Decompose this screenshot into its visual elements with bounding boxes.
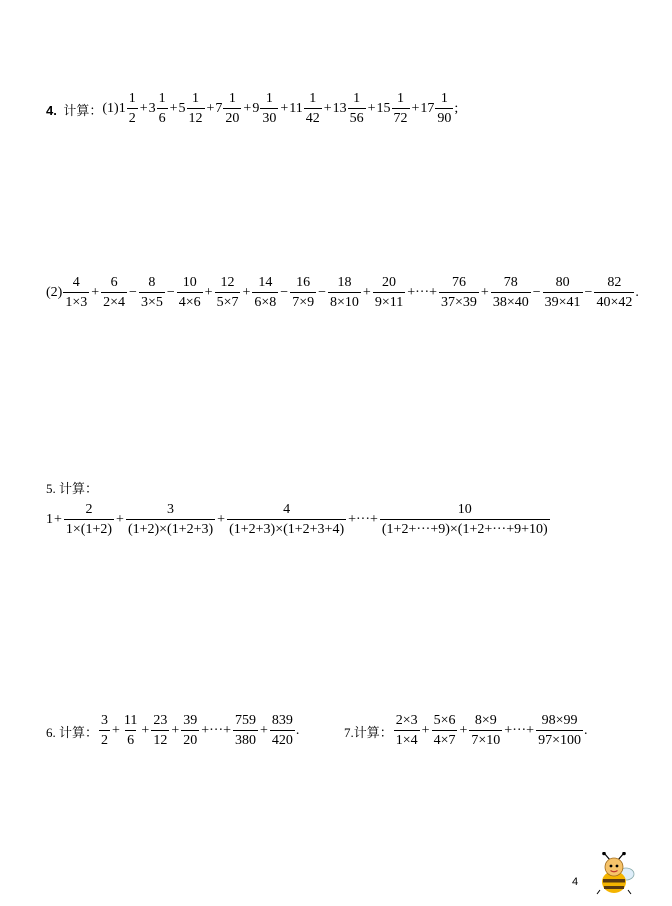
denominator: 38×40 — [491, 292, 531, 310]
denominator: 6 — [157, 108, 168, 126]
denominator: (1+2+···+9)×(1+2+···+9+10) — [380, 519, 550, 537]
fraction — [157, 92, 168, 126]
operator: − — [280, 285, 289, 300]
fraction — [392, 92, 410, 126]
denominator: 42 — [304, 108, 322, 126]
numerator: 3 — [101, 713, 109, 728]
problem-5-label: 5. 计算： — [46, 481, 99, 496]
fraction — [252, 276, 278, 310]
denominator: 20 — [181, 730, 199, 748]
denominator: 40×42 — [594, 292, 634, 310]
whole-number: 3 — [148, 101, 156, 116]
operator: + — [243, 101, 252, 116]
problem-4-label: 4. 计算： — [46, 102, 103, 118]
operator: − — [584, 285, 593, 300]
operator: + — [260, 723, 268, 738]
fraction — [233, 714, 258, 748]
denominator: 4×7 — [432, 730, 458, 748]
numerator: 10 — [457, 502, 472, 517]
denominator: 8×10 — [328, 292, 361, 310]
numerator: 16 — [296, 275, 311, 290]
operator: + — [112, 723, 120, 738]
operator: + — [217, 512, 226, 527]
operator: + — [367, 101, 376, 116]
numerator: 2×3 — [395, 713, 418, 728]
numerator: 8×9 — [474, 713, 497, 728]
operator: + — [323, 101, 332, 116]
bee-mascot-icon — [594, 852, 636, 896]
part-label: (2) — [46, 285, 63, 300]
whole-number: 15 — [376, 101, 391, 116]
numerator: 82 — [607, 275, 622, 290]
operator: + — [280, 101, 289, 116]
denominator: 7×10 — [469, 730, 502, 748]
fraction — [348, 92, 366, 126]
problem-5-expression-row — [46, 503, 551, 537]
numerator: 20 — [382, 275, 397, 290]
operator: + — [139, 101, 148, 116]
fraction — [126, 503, 215, 537]
page-number: 4 — [572, 876, 579, 888]
fraction — [177, 276, 203, 310]
whole-number: 1 — [118, 101, 126, 116]
whole-number: 11 — [289, 101, 303, 116]
problem-4-part-1 — [46, 92, 458, 126]
fraction — [122, 714, 139, 748]
fraction — [394, 714, 420, 748]
problem-7 — [344, 714, 587, 748]
fraction — [181, 714, 199, 748]
operator: + — [459, 723, 468, 738]
operator: + — [206, 101, 215, 116]
denominator: 39×41 — [543, 292, 583, 310]
fraction — [187, 92, 205, 126]
numerator: 11 — [123, 713, 138, 728]
operator: − — [532, 285, 541, 300]
numerator: 76 — [451, 275, 466, 290]
denominator: 7×9 — [290, 292, 316, 310]
operator: + — [116, 512, 124, 527]
whole-number: 13 — [332, 101, 347, 116]
denominator: 6×8 — [252, 292, 278, 310]
expression — [98, 714, 296, 748]
operator: + — [204, 285, 213, 300]
lead-term: 1 — [46, 512, 53, 527]
operator: − — [166, 285, 175, 300]
numerator: 1 — [353, 91, 361, 106]
operator: + — [91, 285, 100, 300]
operator: + — [411, 101, 420, 116]
operator: +···+ — [504, 723, 535, 738]
numerator: 80 — [555, 275, 570, 290]
whole-number: 5 — [178, 101, 186, 116]
numerator: 1 — [397, 91, 405, 106]
denominator: 2×4 — [101, 292, 127, 310]
numerator: 78 — [503, 275, 518, 290]
numerator: 39 — [183, 713, 198, 728]
problem-6 — [46, 714, 299, 748]
numerator: 10 — [182, 275, 197, 290]
denominator: 420 — [270, 730, 295, 748]
operator: + — [480, 285, 489, 300]
denominator: 12 — [187, 108, 205, 126]
numerator: 1 — [128, 91, 136, 106]
operator: + — [421, 723, 430, 738]
end-mark: . — [295, 723, 300, 738]
numerator: 5×6 — [433, 713, 456, 728]
expression — [119, 92, 455, 126]
numerator: 1 — [440, 91, 448, 106]
operator: + — [54, 512, 62, 527]
fraction — [127, 92, 138, 126]
denominator: 97×100 — [536, 730, 583, 748]
denominator: 2 — [127, 108, 138, 126]
denominator: 56 — [348, 108, 366, 126]
problem-7-label: 7.计算： — [344, 724, 393, 740]
operator: + — [141, 723, 150, 738]
fraction — [491, 276, 531, 310]
numerator: 1 — [158, 91, 166, 106]
end-mark: ; — [454, 101, 459, 116]
denominator: 6 — [125, 730, 136, 748]
problem-6-label: 6. 计算： — [46, 724, 99, 740]
denominator: 380 — [233, 730, 258, 748]
numerator: 1 — [228, 91, 236, 106]
denominator: 90 — [435, 108, 453, 126]
fraction — [260, 92, 278, 126]
fraction — [594, 276, 634, 310]
denominator: 4×6 — [177, 292, 203, 310]
part-label: (1) — [102, 101, 119, 116]
whole-number: 17 — [420, 101, 435, 116]
denominator: 1×4 — [394, 730, 420, 748]
denominator: 30 — [260, 108, 278, 126]
expression — [53, 503, 551, 537]
fraction — [101, 276, 127, 310]
problem-4-part-2 — [46, 276, 639, 310]
whole-number: 9 — [252, 101, 260, 116]
fraction — [223, 92, 241, 126]
whole-number: 7 — [215, 101, 223, 116]
numerator: 23 — [153, 713, 168, 728]
numerator: 4 — [283, 502, 291, 517]
numerator: 839 — [271, 713, 293, 728]
denominator: 1×(1+2) — [64, 519, 114, 537]
denominator: (1+2+3)×(1+2+3+4) — [227, 519, 346, 537]
numerator: 98×99 — [541, 713, 578, 728]
operator: + — [242, 285, 251, 300]
numerator: 12 — [220, 275, 235, 290]
fraction — [435, 92, 453, 126]
numerator: 14 — [258, 275, 273, 290]
operator: +···+ — [407, 285, 437, 300]
denominator: 72 — [392, 108, 410, 126]
expression — [62, 276, 635, 310]
end-mark: . — [635, 285, 639, 300]
operator: + — [169, 101, 178, 116]
fraction — [290, 276, 316, 310]
operator: + — [171, 723, 180, 738]
fraction — [328, 276, 361, 310]
denominator: 1×3 — [63, 292, 89, 310]
fraction — [469, 714, 502, 748]
fraction — [439, 276, 479, 310]
numerator: 3 — [167, 502, 175, 517]
operator: − — [318, 285, 327, 300]
denominator: 20 — [223, 108, 241, 126]
denominator: (1+2)×(1+2+3) — [126, 519, 215, 537]
fraction — [380, 503, 550, 537]
numerator: 759 — [235, 713, 256, 728]
fraction — [227, 503, 346, 537]
fraction — [536, 714, 583, 748]
fraction — [373, 276, 405, 310]
fraction — [64, 503, 114, 537]
numerator: 1 — [309, 91, 317, 106]
fraction — [304, 92, 322, 126]
operator: − — [129, 285, 137, 300]
operator: + — [362, 285, 371, 300]
denominator: 2 — [99, 730, 110, 748]
fraction — [99, 714, 110, 748]
fraction — [215, 276, 241, 310]
operator: +···+ — [201, 723, 231, 738]
denominator: 12 — [151, 730, 169, 748]
numerator: 4 — [72, 275, 80, 290]
denominator: 5×7 — [215, 292, 241, 310]
numerator: 6 — [110, 275, 118, 290]
fraction — [151, 714, 169, 748]
numerator: 1 — [265, 91, 273, 106]
fraction — [63, 276, 89, 310]
numerator: 2 — [85, 502, 93, 517]
numerator: 1 — [192, 91, 199, 106]
denominator: 3×5 — [139, 292, 165, 310]
denominator: 9×11 — [373, 292, 405, 310]
fraction — [432, 714, 458, 748]
fraction — [139, 276, 165, 310]
numerator: 18 — [337, 275, 352, 290]
operator: +···+ — [348, 512, 378, 527]
expression — [393, 714, 584, 748]
numerator: 8 — [148, 275, 156, 290]
end-mark: . — [583, 723, 588, 738]
fraction — [270, 714, 295, 748]
denominator: 37×39 — [439, 292, 479, 310]
fraction — [543, 276, 583, 310]
